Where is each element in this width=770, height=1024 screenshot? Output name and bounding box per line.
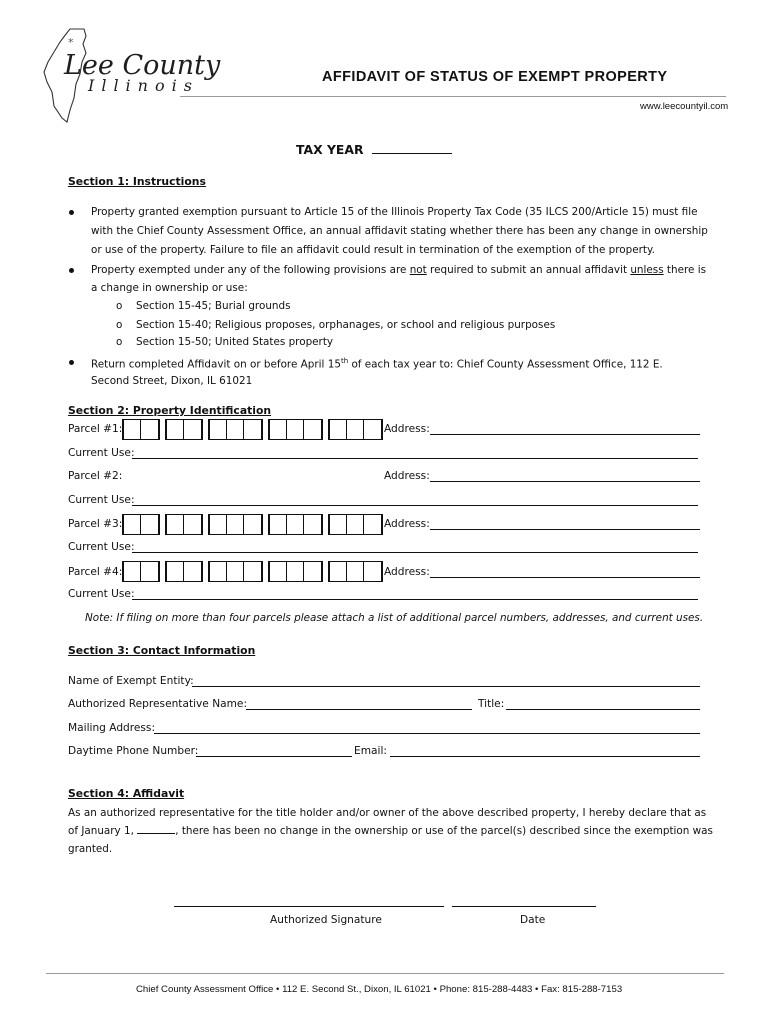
section3-heading: Section 3: Contact Information [68, 644, 256, 657]
sub-item-burial: Section 15-45; Burial grounds [136, 300, 291, 312]
sub-item-marker: o [116, 336, 123, 348]
title-field[interactable] [506, 709, 700, 710]
tax-year [296, 142, 452, 157]
instruction-3-line-1: Return completed Affidavit on or before April 15th of each tax year to: Chief County Assessment Office, 112 E. [91, 357, 663, 371]
parcel-2-address-label: Address: [384, 470, 430, 482]
logo-subtitle: Illinois [88, 76, 199, 95]
parcel-3-number-boxes[interactable] [122, 514, 388, 535]
rep-name-label: Authorized Representative Name: [68, 698, 248, 710]
parcel-1-number-boxes[interactable] [122, 419, 388, 440]
tax-year-label: TAX YEAR [296, 142, 364, 157]
parcel-1-use-field[interactable] [132, 458, 698, 459]
parcel-2-use-field[interactable] [132, 505, 698, 506]
bullet-icon [69, 268, 74, 273]
parcel-2-label: Parcel #2: [68, 470, 123, 482]
january-year-field[interactable] [137, 822, 175, 834]
affidavit-line-1: As an authorized representative for the title holder and/or owner of the above described property, I hereby declare that as [68, 807, 707, 819]
parcel-2-use-label: Current Use: [68, 494, 135, 506]
instruction-2-line-2: a change in ownership or use: [91, 282, 248, 294]
parcel-4-address-field[interactable] [430, 577, 700, 578]
parcel-1-use-label: Current Use: [68, 447, 135, 459]
phone-field[interactable] [196, 756, 352, 757]
parcel-4-use-label: Current Use: [68, 588, 135, 600]
rep-name-field[interactable] [246, 709, 472, 710]
instruction-3-line-2: Second Street, Dixon, IL 61021 [91, 375, 253, 387]
phone-label: Daytime Phone Number: [68, 745, 199, 757]
email-label: Email: [354, 745, 387, 757]
parcel-2-address-field[interactable] [430, 481, 700, 482]
bullet-icon [69, 210, 74, 215]
instruction-1-line-2: with the Chief County Assessment Office, an annual affidavit stating whether there has been any change in ownership [91, 225, 708, 237]
mailing-address-label: Mailing Address: [68, 722, 156, 734]
header-rule [180, 96, 726, 97]
parcel-4-use-field[interactable] [132, 599, 698, 600]
section2-heading: Section 2: Property Identification [68, 404, 272, 417]
parcel-4-address-label: Address: [384, 566, 430, 578]
affidavit-line-3: granted. [68, 843, 113, 855]
instruction-2-line-1: Property exempted under any of the following provisions are not required to submit an annual affidavit unless there is [91, 264, 707, 276]
document-title: AFFIDAVIT OF STATUS OF EXEMPT PROPERTY [322, 69, 668, 85]
bullet-icon [69, 360, 74, 365]
section1-heading: Section 1: Instructions [68, 175, 206, 188]
signature-field[interactable] [174, 906, 444, 907]
title-label: Title: [478, 698, 505, 710]
logo-title: Lee County [64, 50, 221, 81]
parcel-3-address-field[interactable] [430, 529, 700, 530]
parcel-1-label: Parcel #1: [68, 423, 123, 435]
entity-field[interactable] [192, 686, 700, 687]
svg-text:*: * [68, 36, 74, 49]
parcel-1-address-field[interactable] [430, 434, 700, 435]
instruction-1-line-1: Property granted exemption pursuant to Article 15 of the Illinois Property Tax Code (35 ILCS 200/Article 15) must file [91, 206, 698, 218]
parcel-4-number-boxes[interactable] [122, 561, 388, 582]
date-label: Date [520, 914, 546, 926]
parcel-4-label: Parcel #4: [68, 566, 123, 578]
sub-item-marker: o [116, 319, 123, 331]
parcels-note: Note: If filing on more than four parcels please attach a list of additional parcel numbers, addresses, and current uses. [85, 612, 704, 624]
website-link[interactable]: www.leecountyil.com [640, 101, 729, 112]
date-field[interactable] [452, 906, 596, 907]
mailing-address-field[interactable] [154, 733, 700, 734]
affidavit-line-2: of January 1, , there has been no change in the ownership or use of the parcel(s) described since the exemption was [68, 822, 713, 841]
instruction-1-line-3: or use of the property. Failure to file an affidavit could result in termination of the exemption of the property. [91, 244, 655, 256]
parcel-3-label: Parcel #3: [68, 518, 123, 530]
sub-item-religious: Section 15-40; Religious proposes, orphanages, or school and religious purposes [136, 319, 556, 331]
email-field[interactable] [390, 756, 700, 757]
footer-contact: Chief County Assessment Office • 112 E. Second St., Dixon, IL 61021 • Phone: 815-288-4483 • Fax: 815-288-7153 [136, 984, 623, 995]
signature-label: Authorized Signature [270, 914, 382, 926]
section4-heading: Section 4: Affidavit [68, 787, 185, 800]
parcel-3-address-label: Address: [384, 518, 430, 530]
footer-rule [46, 973, 724, 974]
entity-label: Name of Exempt Entity: [68, 675, 194, 687]
sub-item-marker: o [116, 300, 123, 312]
sub-item-us-property: Section 15-50; United States property [136, 336, 334, 348]
parcel-3-use-field[interactable] [132, 552, 698, 553]
parcel-1-address-label: Address: [384, 423, 430, 435]
parcel-3-use-label: Current Use: [68, 541, 135, 553]
tax-year-field[interactable] [372, 142, 452, 154]
